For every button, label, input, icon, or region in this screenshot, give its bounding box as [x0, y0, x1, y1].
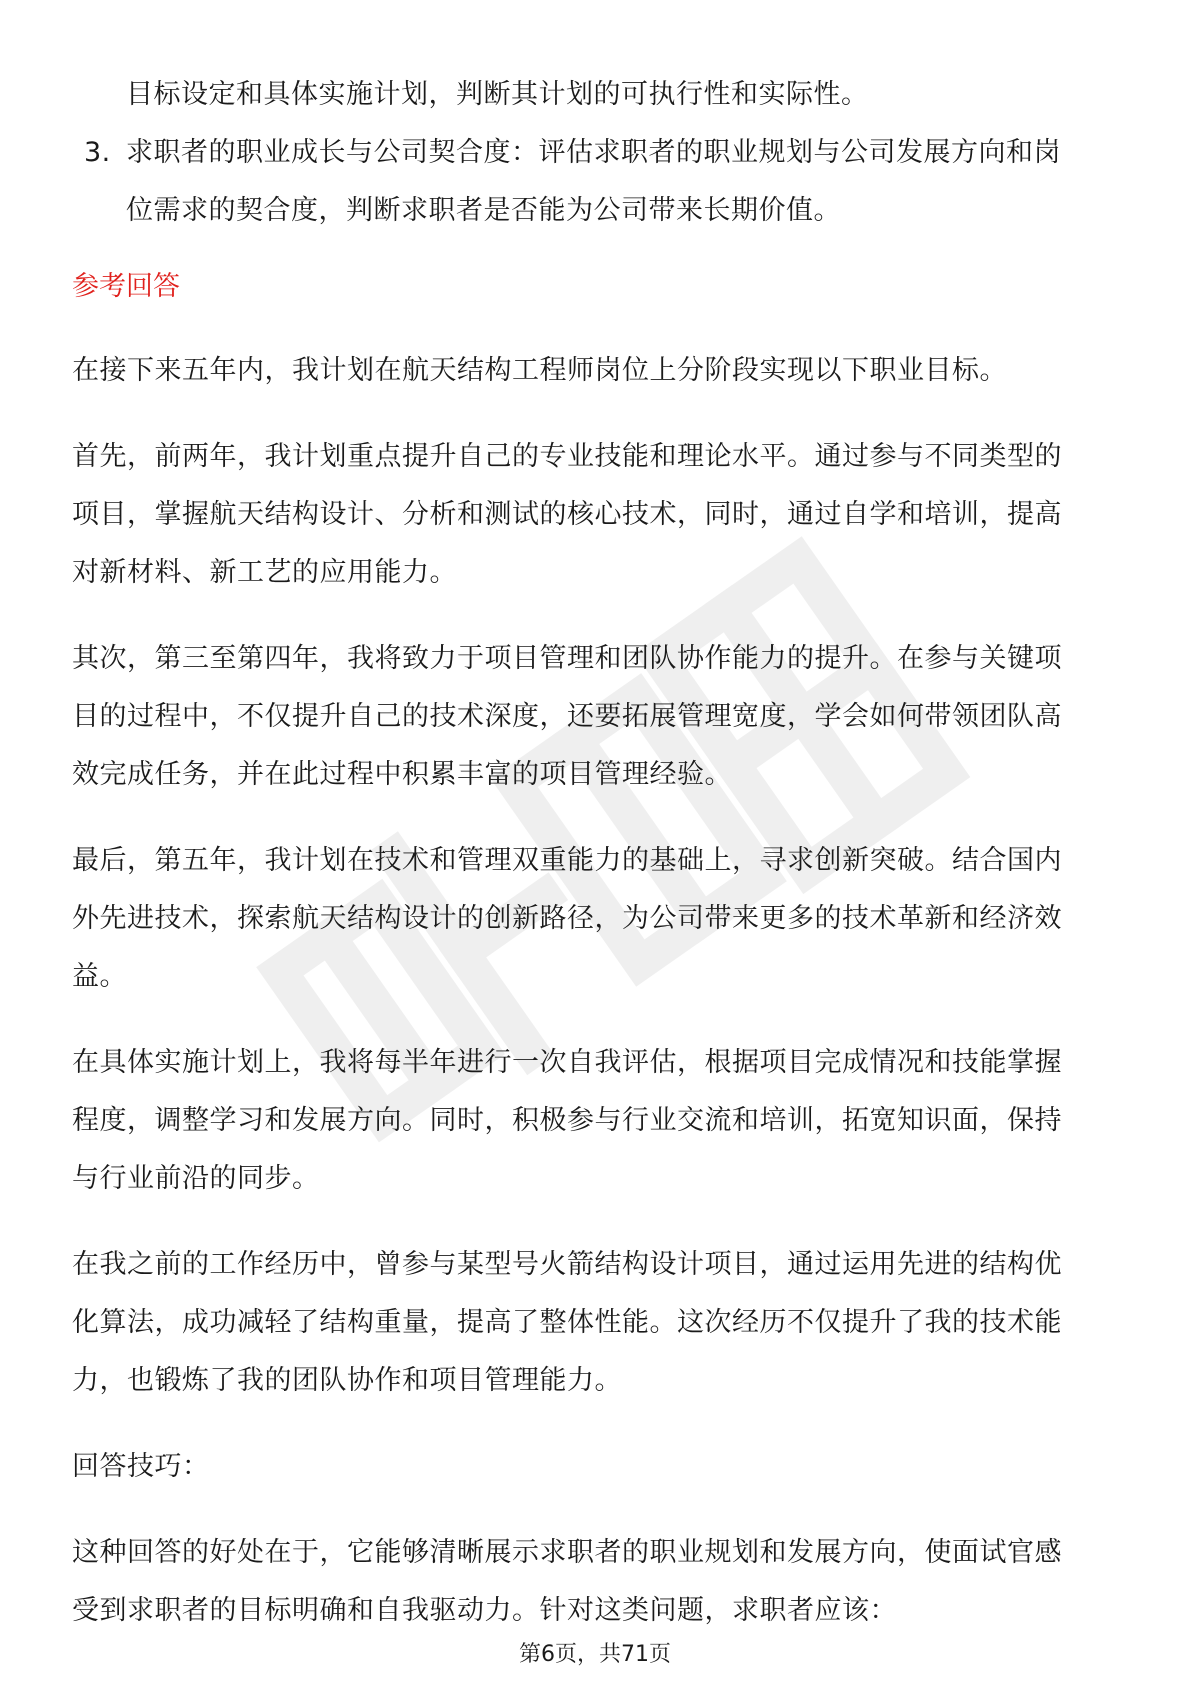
paragraph-line: 项目，掌握航天结构设计、分析和测试的核心技术，同时，通过自学和培训，提高: [72, 499, 1062, 530]
paragraph: [72, 832, 1118, 1006]
page-content: [72, 66, 1118, 1640]
list-item-line: 位需求的契合度，判断求职者是否能为公司带来长期价值。: [126, 195, 841, 226]
paragraph-line: 益。: [72, 961, 127, 992]
answer-body: [72, 342, 1118, 1640]
list-item-line: 求职者的职业成长与公司契合度：评估求职者的职业规划与公司发展方向和岗: [126, 137, 1061, 168]
paragraph-line: 最后，第五年，我计划在技术和管理双重能力的基础上，寻求创新突破。结合国内: [72, 845, 1062, 876]
paragraph-line: 在我之前的工作经历中，曾参与某型号火箭结构设计项目，通过运用先进的结构优: [72, 1249, 1062, 1280]
paragraph-line: 程度，调整学习和发展方向。同时，积极参与行业交流和培训，拓宽知识面，保持: [72, 1105, 1062, 1136]
paragraph: [72, 630, 1118, 804]
section-heading: 参考回答: [72, 271, 180, 302]
paragraph-line: 外先进技术，探索航天结构设计的创新路径，为公司带来更多的技术革新和经济效: [72, 903, 1062, 934]
list-item-continuation: 目标设定和具体实施计划，判断其计划的可执行性和实际性。: [126, 79, 869, 110]
paragraph-line: 效完成任务，并在此过程中积累丰富的项目管理经验。: [72, 759, 732, 790]
paragraph: [72, 428, 1118, 602]
paragraph-line: 回答技巧：: [72, 1451, 210, 1482]
paragraph-line: 目的过程中，不仅提升自己的技术深度，还要拓展管理宽度，学会如何带领团队高: [72, 701, 1062, 732]
paragraph-line: 受到求职者的目标明确和自我驱动力。针对这类问题，求职者应该：: [72, 1595, 897, 1626]
paragraph-line: 这种回答的好处在于，它能够清晰展示求职者的职业规划和发展方向，使面试官感: [72, 1537, 1062, 1568]
paragraph-line: 其次，第三至第四年，我将致力于项目管理和团队协作能力的提升。在参与关键项: [72, 643, 1062, 674]
page-footer: 第6页，共71页: [519, 1642, 671, 1667]
list-item: [72, 124, 1118, 240]
paragraph-line: 首先，前两年，我计划重点提升自己的专业技能和理论水平。通过参与不同类型的: [72, 441, 1062, 472]
paragraph-line: 与行业前沿的同步。: [72, 1163, 320, 1194]
list-item-number: 3.: [84, 137, 111, 168]
paragraph: [72, 1524, 1118, 1640]
paragraph: [72, 342, 1118, 400]
paragraph: [72, 1236, 1118, 1410]
paragraph-line: 在接下来五年内，我计划在航天结构工程师岗位上分阶段实现以下职业目标。: [72, 355, 1007, 386]
paragraph: [72, 1438, 1118, 1496]
paragraph-line: 在具体实施计划上，我将每半年进行一次自我评估，根据项目完成情况和技能掌握: [72, 1047, 1062, 1078]
paragraph-line: 对新材料、新工艺的应用能力。: [72, 557, 457, 588]
paragraph-line: 力，也锻炼了我的团队协作和项目管理能力。: [72, 1365, 622, 1396]
paragraph: [72, 1034, 1118, 1208]
paragraph-line: 化算法，成功减轻了结构重量，提高了整体性能。这次经历不仅提升了我的技术能: [72, 1307, 1062, 1338]
